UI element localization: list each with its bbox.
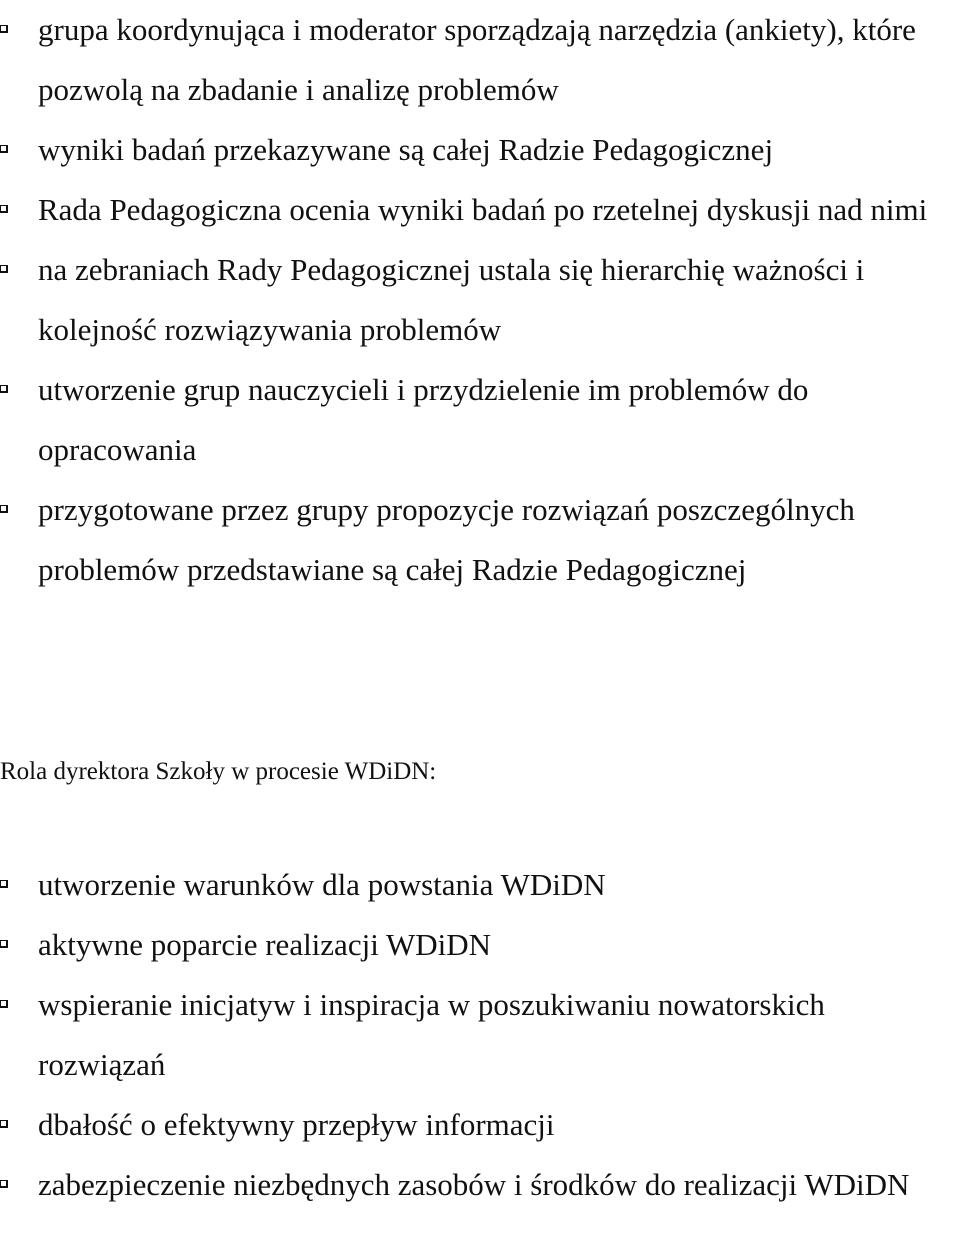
checkbox-bullet-icon <box>0 880 8 888</box>
list-item <box>0 975 960 1095</box>
checkbox-bullet-icon <box>0 940 8 948</box>
list-item <box>0 240 960 360</box>
list-item <box>0 1095 960 1155</box>
section-heading: Rola dyrektora Szkoły w procesie WDiDN: <box>0 758 437 785</box>
bullet-list-director-role <box>0 855 960 1215</box>
list-item-text: dbałość o efektywny przepływ informacji <box>38 1107 555 1142</box>
list-item <box>0 180 960 240</box>
checkbox-bullet-icon <box>0 145 8 153</box>
checkbox-bullet-icon <box>0 1120 8 1128</box>
checkbox-bullet-icon <box>0 505 8 513</box>
checkbox-bullet-icon <box>0 25 8 33</box>
bullet-list-process-steps <box>0 0 960 600</box>
checkbox-bullet-icon <box>0 265 8 273</box>
list-item <box>0 1155 960 1215</box>
list-item-text: wspieranie inicjatyw i inspiracja w poszukiwaniu nowatorskich rozwiązań <box>38 987 825 1082</box>
list-item-text: zabezpieczenie niezbędnych zasobów i środków do realizacji WDiDN <box>38 1167 910 1202</box>
list-item-text: utworzenie grup nauczycieli i przydzielenie im problemów do opracowania <box>38 372 809 467</box>
list-item <box>0 480 960 600</box>
list-item-text: na zebraniach Rady Pedagogicznej ustala się hierarchię ważności i kolejność rozwiązywania problemów <box>38 252 865 347</box>
checkbox-bullet-icon <box>0 1180 8 1188</box>
checkbox-bullet-icon <box>0 205 8 213</box>
list-item-text: Rada Pedagogiczna ocenia wyniki badań po rzetelnej dyskusji nad nimi <box>38 192 928 227</box>
checkbox-bullet-icon <box>0 385 8 393</box>
list-item-text: wyniki badań przekazywane są całej Radzie Pedagogicznej <box>38 132 774 167</box>
list-item <box>0 0 960 120</box>
list-item <box>0 855 960 915</box>
list-item <box>0 360 960 480</box>
list-item <box>0 120 960 180</box>
list-item <box>0 915 960 975</box>
list-item-text: aktywne poparcie realizacji WDiDN <box>38 927 492 962</box>
list-item-text: utworzenie warunków dla powstania WDiDN <box>38 867 606 902</box>
checkbox-bullet-icon <box>0 1000 8 1008</box>
list-item-text: przygotowane przez grupy propozycje rozwiązań poszczególnych problemów przedstawiane są całej Radzie Pedagogicznej <box>38 492 855 587</box>
list-item-text: grupa koordynująca i moderator sporządzają narzędzia (ankiety), które pozwolą na zbadanie i analizę problemów <box>38 12 916 107</box>
